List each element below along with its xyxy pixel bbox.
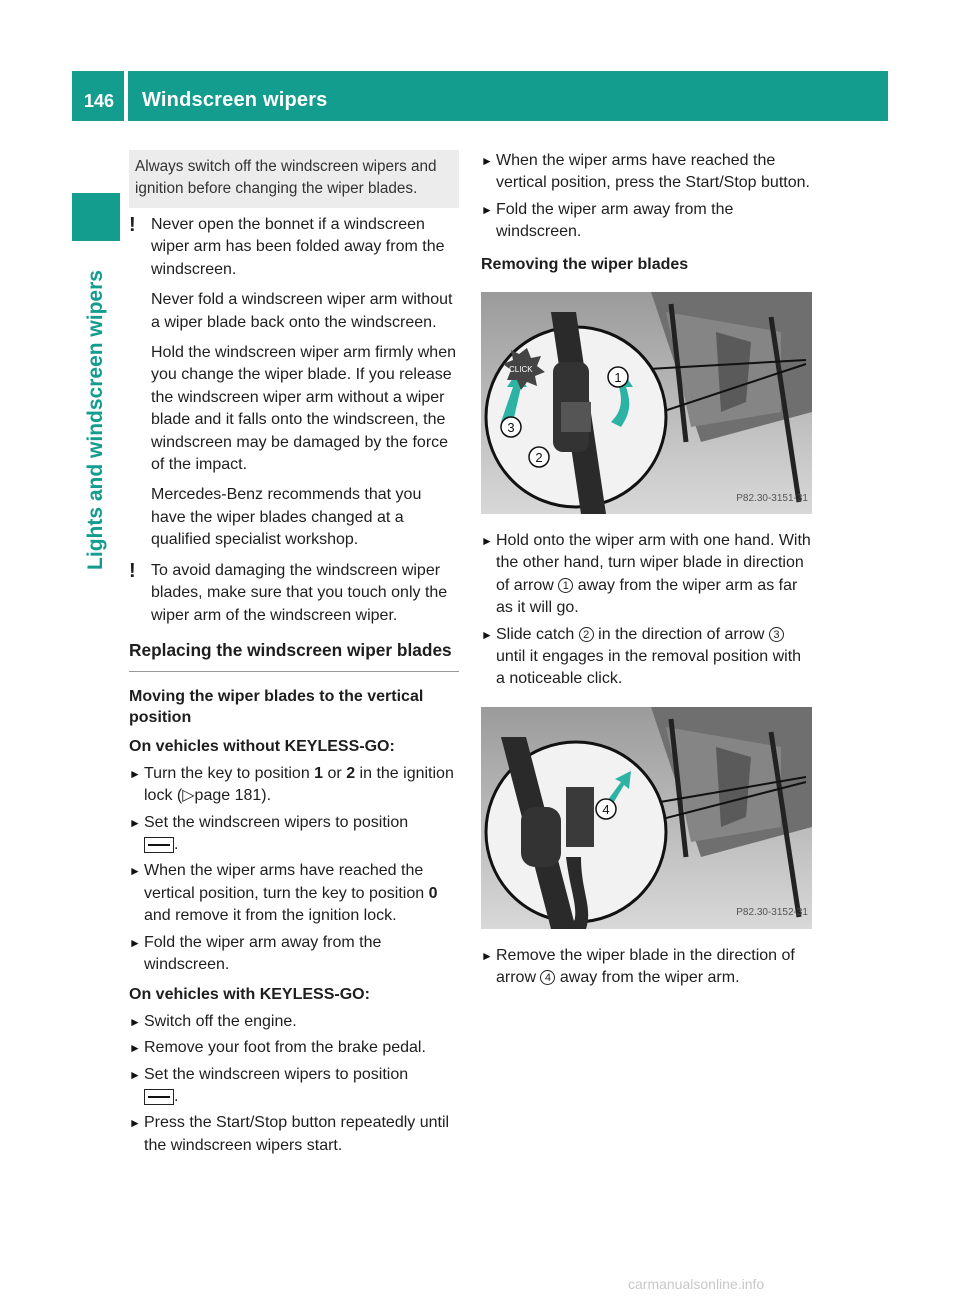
- warning-icon: !: [129, 559, 136, 582]
- callout-number: 1: [558, 578, 573, 593]
- info-note: Always switch off the windscreen wipers and ignition before changing the wiper blades.: [129, 150, 459, 208]
- side-tab-label: Lights and windscreen wipers: [84, 270, 107, 570]
- without-keyless-title: On vehicles without KEYLESS-GO:: [129, 738, 395, 756]
- step: ► Turn the key to position 1 or 2 in the ignition lock (▷page 181).: [129, 764, 454, 805]
- step-arrow-icon: ►: [129, 864, 141, 879]
- warning-text: Hold the windscreen wiper arm firmly when you change the wiper blade. If you release the windscreen wiper arm without a wiper blade and it falls onto the windscreen, the windscreen may be damaged by the force of the impact.: [151, 344, 456, 474]
- removing-title: Removing the wiper blades: [481, 255, 689, 273]
- step: ► Remove your foot from the brake pedal.: [129, 1037, 459, 1059]
- click-burst-label: CLICK: [509, 365, 533, 375]
- wiper-illustration-2: [481, 707, 812, 929]
- step-arrow-icon: ►: [481, 534, 493, 549]
- step: ► Switch off the engine.: [129, 1011, 459, 1033]
- step: ► Hold onto the wiper arm with one hand. With the other hand, turn wiper blade in direction of arrow 1 away from the wiper arm as far as it will go.: [481, 532, 811, 617]
- warning-block-1: [129, 214, 459, 552]
- callout-number: 3: [769, 627, 784, 642]
- step-arrow-icon: ►: [129, 1041, 141, 1056]
- callout-number: 2: [535, 450, 543, 466]
- warning-block-2: [129, 560, 459, 627]
- callout-number: 3: [507, 420, 515, 436]
- step-arrow-icon: ►: [481, 154, 493, 168]
- header-divider: [124, 71, 128, 121]
- step-arrow-icon: ►: [129, 1014, 141, 1029]
- wiper-position-icon: [144, 1089, 174, 1105]
- callout-number: 1: [614, 370, 622, 386]
- side-tab-marker: [72, 193, 120, 241]
- step: ► Press the Start/Stop button repeatedly until the windscreen wipers start.: [129, 1114, 450, 1154]
- page-header: [72, 71, 888, 121]
- warning-text: To avoid damaging the windscreen wiper blades, make sure that you touch only the wiper arm of the windscreen wiper.: [151, 561, 448, 624]
- step: ► Set the windscreen wipers to position .: [129, 1065, 409, 1105]
- step: ► Set the windscreen wipers to position .: [129, 813, 409, 853]
- page-reference-link[interactable]: page 181: [194, 787, 262, 805]
- right-column: [481, 150, 812, 994]
- step: ► Slide catch 2 in the direction of arrow 3 until it engages in the removal position with a noticeable click.: [481, 625, 802, 688]
- figure-code: P82.30-3152-31: [736, 907, 808, 919]
- step: ► Fold the wiper arm away from the windscreen.: [481, 200, 734, 241]
- page-ref-icon: ▷: [182, 787, 195, 805]
- wiper-figure-2: [481, 707, 812, 929]
- warning-icon: !: [129, 214, 136, 236]
- warning-text: Never fold a windscreen wiper arm without a wiper blade back onto the windscreen.: [151, 291, 453, 331]
- page-number: 146: [84, 91, 115, 111]
- step-arrow-icon: ►: [129, 1067, 141, 1082]
- subsection-title: Moving the wiper blades to the vertical position: [129, 688, 424, 727]
- left-column: [129, 150, 459, 1161]
- wiper-figure-1: [481, 292, 812, 514]
- wiper-position-icon: [144, 837, 174, 853]
- watermark: carmanualsonline.info: [628, 1276, 765, 1292]
- step-arrow-icon: ►: [481, 948, 493, 963]
- figure-code: P82.30-3151-31: [736, 492, 808, 504]
- warning-text: Mercedes-Benz recommends that you have the wiper blades changed at a qualified specialist workshop.: [151, 486, 422, 549]
- callout-number: 4: [540, 970, 555, 985]
- step-arrow-icon: ►: [129, 815, 141, 830]
- callout-number: 2: [579, 627, 594, 642]
- step-arrow-icon: ►: [129, 935, 141, 950]
- callout-number: 4: [602, 801, 610, 817]
- step: ► Fold the wiper arm away from the windscreen.: [129, 933, 382, 973]
- step-arrow-icon: ►: [481, 627, 493, 642]
- step: ► When the wiper arms have reached the vertical position, turn the key to position 0 and remove it from the ignition lock.: [129, 862, 438, 925]
- with-keyless-title: On vehicles with KEYLESS-GO:: [129, 986, 370, 1004]
- section-title: Replacing the windscreen wiper blades: [129, 639, 459, 672]
- warning-text: Never open the bonnet if a windscreen wiper arm has been folded away from the windscreen.: [151, 216, 445, 278]
- step: ► Remove the wiper blade in the direction of arrow 4 away from the wiper arm.: [481, 946, 795, 987]
- wiper-illustration-1: [481, 292, 812, 514]
- step-arrow-icon: ►: [481, 202, 493, 217]
- page-title: Windscreen wipers: [142, 89, 328, 111]
- step-arrow-icon: ►: [129, 1116, 141, 1131]
- step-arrow-icon: ►: [129, 766, 141, 781]
- step: ► When the wiper arms have reached the vertical position, press the Start/Stop button.: [481, 152, 810, 192]
